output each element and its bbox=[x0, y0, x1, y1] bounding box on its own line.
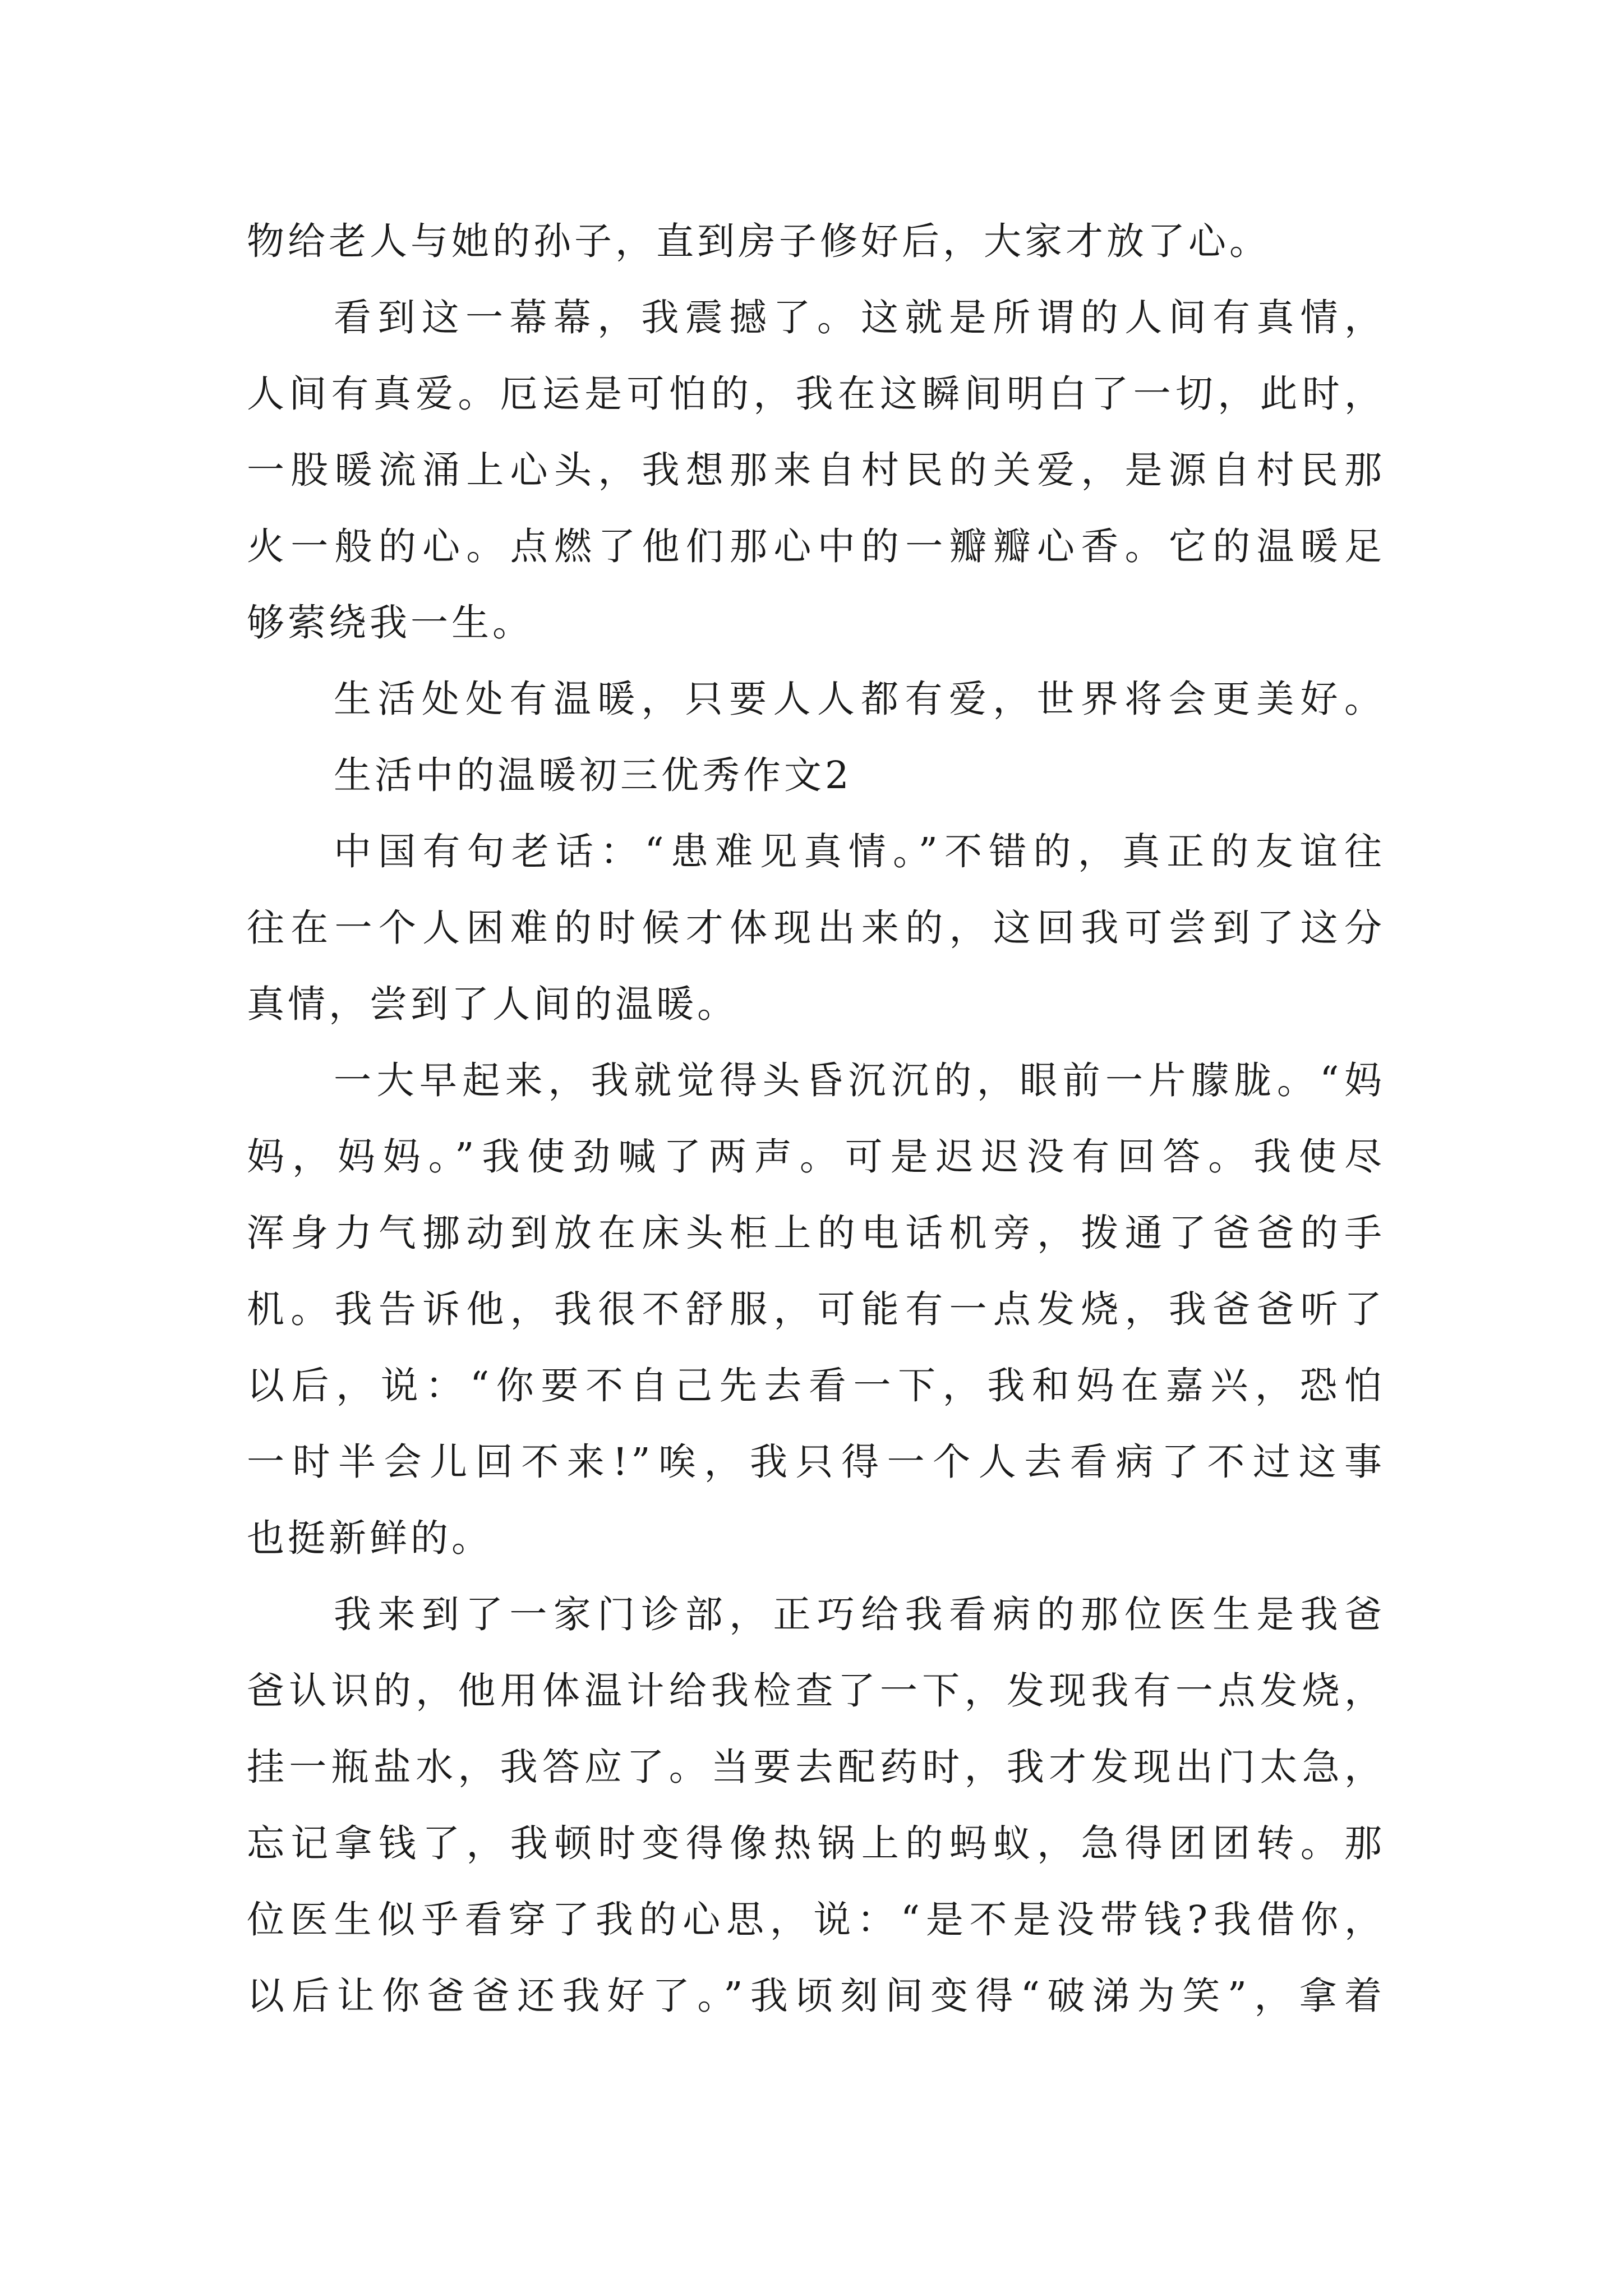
text-line: 真情，尝到了人间的温暖。 bbox=[247, 982, 738, 1026]
text-line: 也挺新鲜的。 bbox=[247, 1516, 492, 1560]
text-line: 妈，妈妈。”我使劲喊了两声。可是迟迟没有回答。我使尽 bbox=[247, 1135, 1385, 1179]
document-body bbox=[247, 203, 1385, 2034]
text-line: 物给老人与她的孙子，直到房子修好后，大家才放了心。 bbox=[247, 219, 1270, 263]
text-line: 够萦绕我一生。 bbox=[247, 601, 533, 645]
text-line: 往在一个人困难的时候才体现出来的，这回我可尝到了这分 bbox=[247, 906, 1385, 950]
text-line: 位医生似乎看穿了我的心思，说：“是不是没带钱?我借你， bbox=[247, 1898, 1385, 1941]
text-line: 机。我告诉他，我很不舒服，可能有一点发烧，我爸爸听了 bbox=[247, 1287, 1385, 1331]
text-line: 火一般的心。点燃了他们那心中的一瓣瓣心香。它的温暖足 bbox=[247, 524, 1385, 568]
text-line: 一时半会儿回不来!”唉，我只得一个人去看病了不过这事 bbox=[247, 1440, 1385, 1484]
text-line: 爸认识的，他用体温计给我检查了一下，发现我有一点发烧， bbox=[247, 1669, 1385, 1713]
text-line: 一大早起来，我就觉得头昏沉沉的，眼前一片朦胧。“妈 bbox=[334, 1059, 1385, 1102]
text-line: 人间有真爱。厄运是可怕的，我在这瞬间明白了一切，此时， bbox=[247, 372, 1385, 416]
text-line: 忘记拿钱了，我顿时变得像热锅上的蚂蚁，急得团团转。那 bbox=[247, 1821, 1385, 1865]
text-line: 我来到了一家门诊部，正巧给我看病的那位医生是我爸 bbox=[334, 1593, 1385, 1636]
text-line: 看到这一幕幕，我震撼了。这就是所谓的人间有真情， bbox=[334, 296, 1385, 339]
text-line: 挂一瓶盐水，我答应了。当要去配药时，我才发现出门太急， bbox=[247, 1745, 1385, 1789]
section-heading: 生活中的温暖初三优秀作文2 bbox=[334, 753, 852, 797]
text-line: 以后，说：“你要不自己先去看一下，我和妈在嘉兴，恐怕 bbox=[247, 1364, 1385, 1407]
text-line: 以后让你爸爸还我好了。”我顷刻间变得“破涕为笑”，拿着 bbox=[247, 1974, 1385, 2018]
text-line: 浑身力气挪动到放在床头柜上的电话机旁，拨通了爸爸的手 bbox=[247, 1211, 1385, 1255]
text-line: 生活处处有温暖，只要人人都有爱，世界将会更美好。 bbox=[334, 677, 1385, 721]
text-line: 中国有句老话：“患难见真情。”不错的，真正的友谊往 bbox=[334, 830, 1385, 873]
text-line: 一股暖流涌上心头，我想那来自村民的关爱，是源自村民那 bbox=[247, 448, 1385, 492]
